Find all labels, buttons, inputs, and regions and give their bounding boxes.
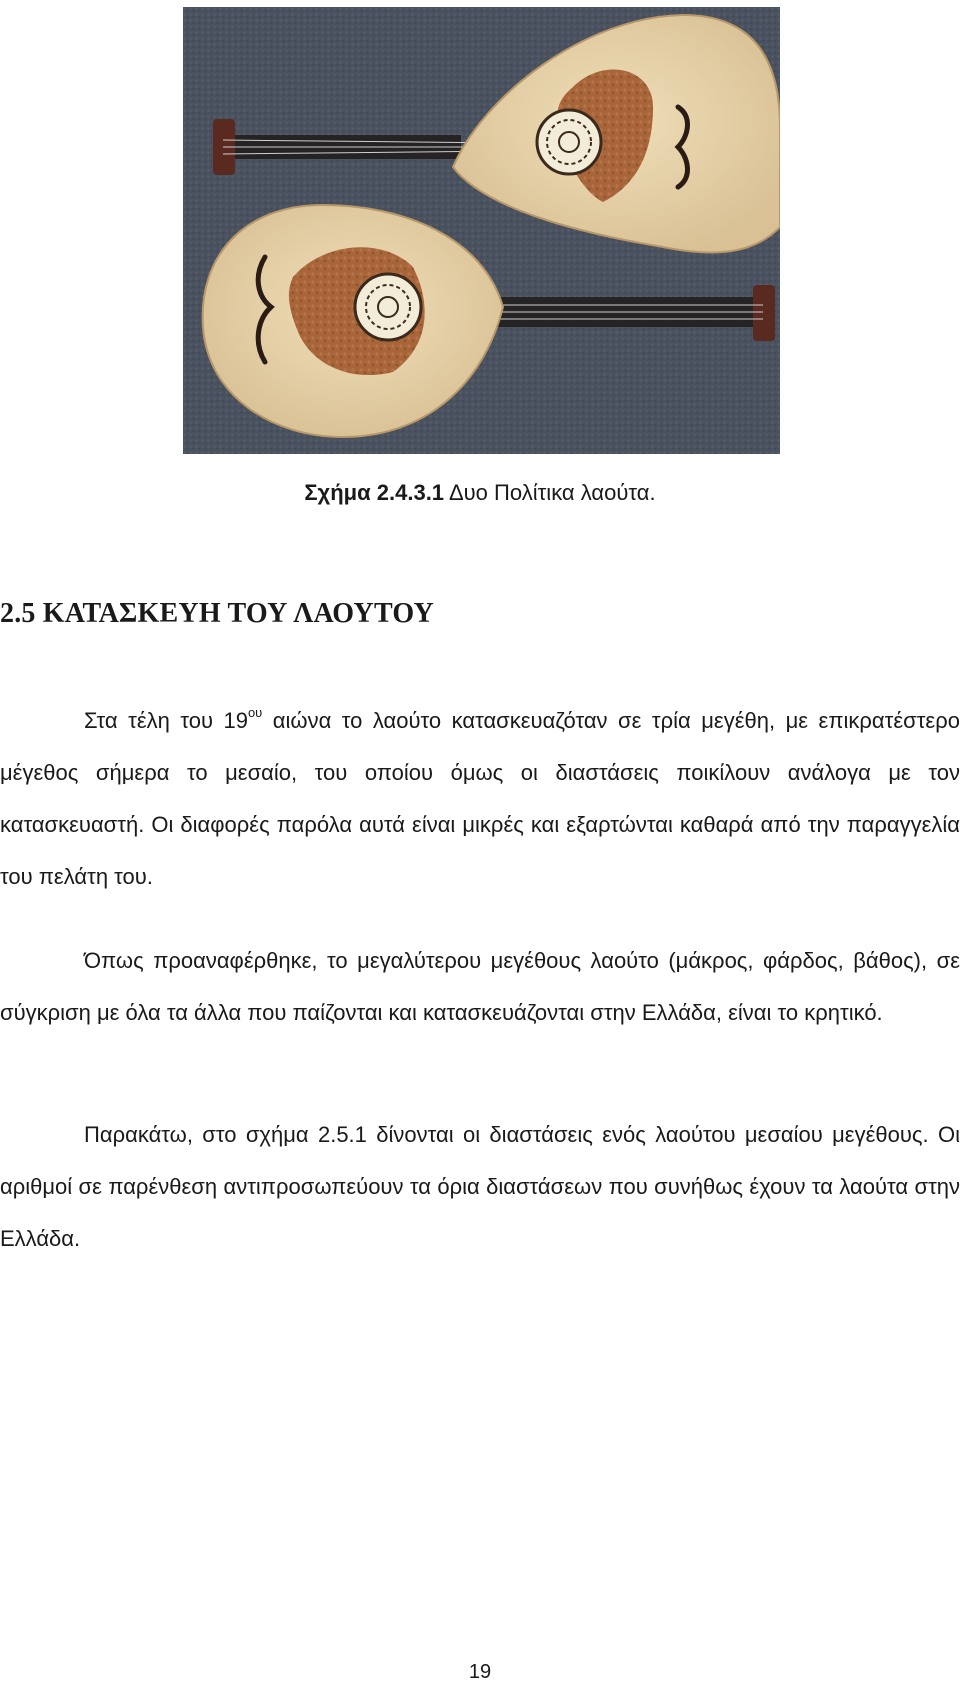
paragraph-1-rest: αιώνα το λαούτο κατασκευαζόταν σε τρία μεγέθη, με επικρατέστερο μέγεθος σήμερα το μεσαίο, του οποίου όμως οι διαστάσεις ποικίλουν ανάλογα με τον κατασκευαστή. Οι διαφορές παρόλα αυτά είναι μικρές και εξαρτώνται καθαρά από την παραγγελία του πελάτη του.: [0, 708, 960, 889]
ordinal-superscript: ου: [247, 704, 263, 720]
section-heading: 2.5 ΚΑΤΑΣΚΕΥΗ ΤΟΥ ΛΑΟΥΤΟΥ: [0, 598, 434, 629]
paragraph-2: Όπως προαναφέρθηκε, το μεγαλύτερου μεγέθους λαούτο (μάκρος, φάρδος, βάθος), σε σύγκριση με όλα τα άλλα που παίζονται και κατασκευάζονται στην Ελλάδα, είναι το κρητικό.: [0, 948, 960, 1025]
figure-caption: [0, 478, 960, 508]
caption-text: Δυο Πολίτικα λαούτα.: [448, 480, 656, 505]
lute-photo-illustration: [183, 7, 780, 454]
paragraph-3: Παρακάτω, στο σχήμα 2.5.1 δίνονται οι διαστάσεις ενός λαούτου μεσαίου μεγέθους. Οι αριθμοί σε παρένθεση αντιπροσωπεύουν τα όρια διαστάσεων που συνήθως έχουν τα λαούτα στην Ελλάδα.: [0, 1122, 960, 1251]
paragraph-1: [0, 695, 960, 903]
figure-photo: [183, 7, 780, 454]
caption-label: Σχήμα 2.4.3.1: [304, 480, 445, 505]
paragraph-1-start: Στα τέλη του 19: [84, 708, 248, 733]
page-number: 19: [468, 1661, 492, 1683]
